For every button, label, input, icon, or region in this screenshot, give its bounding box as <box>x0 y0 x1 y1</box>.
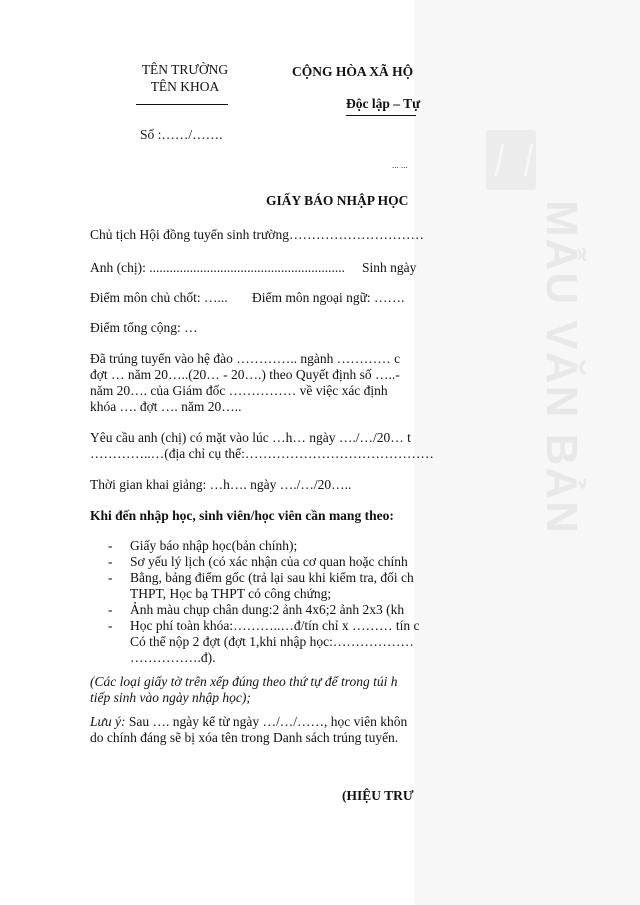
list-item: Sơ yếu lý lịch (có xác nhận của cơ quan hoặc chính <box>130 554 408 569</box>
council-line: Chủ tịch Hội đồng tuyển sinh trường………………………… <box>90 227 424 242</box>
list-item-continuation: Có thể nộp 2 đợt (đợt 1,khi nhập học:……………… <box>130 634 414 649</box>
total-score: Điểm tổng cộng: … <box>90 320 198 335</box>
language-score: Điểm môn ngoại ngữ: ……. <box>252 290 405 305</box>
attendance-line-1: Yêu cầu anh (chị) có mặt vào lúc …h… ngày …./…/20… t <box>90 430 411 445</box>
note-text: Sau …. ngày kể từ ngày …/…/……, học viên khôn <box>125 714 408 729</box>
main-subject-score: Điểm môn chủ chốt: …... <box>90 290 228 305</box>
bullet-mark: - <box>108 602 113 617</box>
documents-note-2: tiếp sinh vào ngày nhập học); <box>90 690 251 705</box>
bullet-mark: - <box>108 554 113 569</box>
admission-line-4: khóa …. đợt …. năm 20….. <box>90 399 242 414</box>
watermark-text: MẪU VĂN BẢN <box>537 200 586 535</box>
opening-time: Thời gian khai giảng: …h…. ngày …./…/20….. <box>90 477 352 492</box>
bullet-mark: - <box>108 538 113 553</box>
book-logo-icon <box>486 130 536 190</box>
header-left-underline <box>136 104 228 105</box>
bullet-mark: - <box>108 570 113 585</box>
bring-heading: Khi đến nhập học, sinh viên/học viên cần mang theo: <box>90 508 394 523</box>
faculty-name: TÊN KHOA <box>150 79 220 94</box>
bullet-mark: - <box>108 618 113 633</box>
name-line: Anh (chị): .......................................................... <box>90 260 345 275</box>
list-item: Bằng, bảng điểm gốc (trả lại sau khi kiểm tra, đối ch <box>130 570 414 585</box>
list-item: Ảnh màu chụp chân dung:2 ảnh 4x6;2 ảnh 2x3 (kh <box>130 602 405 617</box>
documents-note-1: (Các loại giấy tờ trên xếp đúng theo thứ tự để trong túi h <box>90 674 398 689</box>
birth-date-label: Sinh ngày <box>362 260 417 275</box>
list-item-continuation: THPT, Học bạ THPT có công chứng; <box>130 586 332 601</box>
signature-title: (HIỆU TRƯ <box>342 788 414 803</box>
date-line: ... ... <box>392 160 408 170</box>
admission-line-1: Đã trúng tuyển vào hệ đào ………….. ngành ………… c <box>90 351 401 366</box>
admission-line-2: đợt … năm 20…..(20… - 20….) theo Quyết định số …..- <box>90 367 400 382</box>
attendance-line-2: …………..…(địa chỉ cụ thể:…………………………………… <box>90 446 434 461</box>
motto-underline <box>346 115 416 116</box>
document-number: Số :……/……. <box>140 127 223 142</box>
document-title: GIẤY BÁO NHẬP HỌC <box>266 193 409 208</box>
note-text-2: do chính đáng sẽ bị xóa tên trong Danh sách trúng tuyển. <box>90 730 399 745</box>
school-name: TÊN TRƯỜNG <box>141 62 229 77</box>
admission-line-3: năm 20…. của Giám đốc …………… về việc xác định <box>90 383 388 398</box>
motto: Độc lập – Tự <box>346 96 421 111</box>
list-item: Học phí toàn khóa:………..…đ/tín chỉ x ……… tín c <box>130 618 420 633</box>
list-item-continuation: …………….đ). <box>130 650 216 665</box>
list-item: Giấy báo nhập học(bản chính); <box>130 538 298 553</box>
note-label: Lưu ý: <box>90 714 126 729</box>
nation-heading: CỘNG HÒA XÃ HỘ <box>292 64 414 79</box>
